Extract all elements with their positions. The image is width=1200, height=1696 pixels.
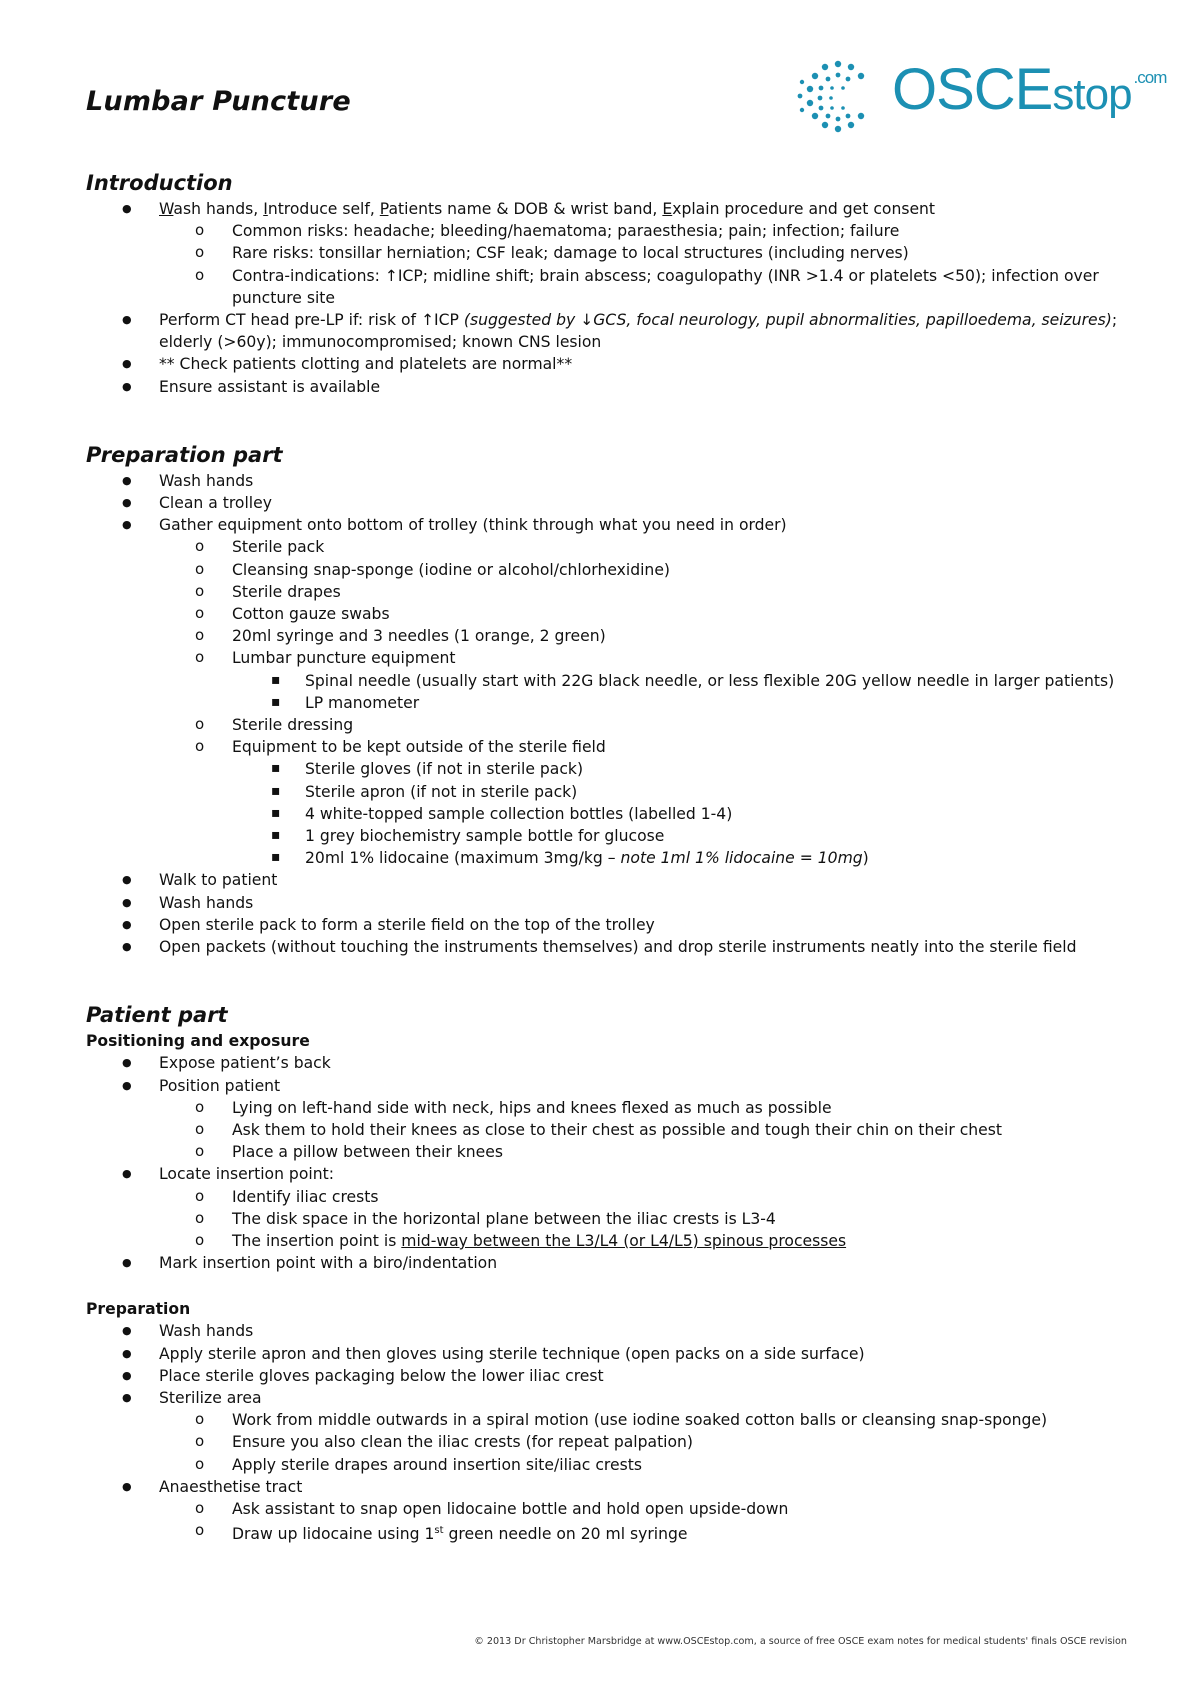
list-item: ● Mark insertion point with a biro/indentation bbox=[86, 1252, 1126, 1274]
logo-wordmark: OSCEstop $^{.com}$ bbox=[892, 57, 1167, 122]
list-item: o Ask assistant to snap open lidocaine bottle and hold open upside-down bbox=[86, 1498, 1126, 1520]
list-item: o The disk space in the horizontal plane between the iliac crests is L3-4 bbox=[86, 1208, 1126, 1230]
list-item: ● Ensure assistant is available bbox=[86, 376, 1126, 398]
list-item: o Sterile drapes bbox=[86, 581, 1126, 603]
list-item: ● Position patient o Lying on left-hand side with neck, hips and knees flexed as much as possible o Ask them to hold their knees as close to their chest as possible and tough their chin on their chest o Place a pillow between their knees bbox=[86, 1075, 1126, 1164]
list-item: ▪ 4 white-topped sample collection bottles (labelled 1-4) bbox=[86, 803, 1126, 825]
list-item: ● Sterilize area o Work from middle outwards in a spiral motion (use iodine soaked cotton balls or cleansing snap-sponge) o Ensure you also clean the iliac crests (for repeat palpation) o Apply sterile drapes around insertion site/iliac crests bbox=[86, 1387, 1126, 1476]
list-item: o Place a pillow between their knees bbox=[86, 1141, 1126, 1163]
list-item: ▪ 20ml 1% lidocaine (maximum 3mg/kg – note 1ml 1% lidocaine = 10mg) bbox=[86, 847, 1126, 869]
list-item: ● Clean a trolley bbox=[86, 492, 1126, 514]
list-item: ● Wash hands, Introduce self, Patients name & DOB & wrist band, Explain procedure and get consent o Common risks: headache; bleeding/haematoma; paraesthesia; pain; infection; failure o Rare risks: tonsillar herniation; CSF leak; damage to local structures (including nerves) o Contra-indications: ↑ICP; midline shift; brain abscess; coagulopathy (INR >1.4 or platelets <50); infection over puncture site bbox=[86, 198, 1126, 309]
list-item: o Common risks: headache; bleeding/haematoma; paraesthesia; pain; infection; failure bbox=[86, 220, 1126, 242]
list-item: o Rare risks: tonsillar herniation; CSF leak; damage to local structures (including nerves) bbox=[86, 242, 1126, 264]
list-item: ▪ Spinal needle (usually start with 22G black needle, or less flexible 20G yellow needle in larger patients) bbox=[86, 670, 1126, 692]
list-item: ▪ 1 grey biochemistry sample bottle for glucose bbox=[86, 825, 1126, 847]
list-item: ● Walk to patient bbox=[86, 869, 1126, 891]
list-item: o 20ml syringe and 3 needles (1 orange, 2 green) bbox=[86, 625, 1126, 647]
list-item: ● Place sterile gloves packaging below the lower iliac crest bbox=[86, 1365, 1126, 1387]
list-item: ● ** Check patients clotting and platelets are normal** bbox=[86, 353, 1126, 375]
list-item: o Cotton gauze swabs bbox=[86, 603, 1126, 625]
list-item: o Sterile dressing bbox=[86, 714, 1126, 736]
list-item: o Identify iliac crests bbox=[86, 1186, 1126, 1208]
list-item: ● Apply sterile apron and then gloves using sterile technique (open packs on a side surface) bbox=[86, 1343, 1126, 1365]
section-heading-patient-part: Patient part bbox=[86, 1003, 228, 1028]
page-title: Lumbar Puncture bbox=[86, 86, 351, 117]
osce-stop-logo bbox=[788, 57, 1167, 138]
list-item: ● Gather equipment onto bottom of trolley (think through what you need in order) o Sterile pack o Cleansing snap-sponge (iodine or alcohol/chlorhexidine) o Sterile drapes o Cotton gauze swabs o 20ml syringe and 3 needles (1 orange, 2 green) o Lumbar puncture equipment ▪ Spinal needle (usually start with 22G black needle, or less flexible 20G yellow needle in larger patients) ▪ LP manometer o Sterile dressing o Equipment to be kept outside of the sterile field ▪ Sterile gloves (if not in sterile pack) ▪ Sterile apron (if not in sterile pack) ▪ 4 white-topped sample collection bottles (labelled 1-4) ▪ 1 grey biochemistry sample bottle for glucose ▪ 20ml 1% lidocaine (maximum 3mg/kg – note 1ml 1% lidocaine = 10mg) bbox=[86, 514, 1126, 869]
list-item: o Cleansing snap-sponge (iodine or alcohol/chlorhexidine) bbox=[86, 559, 1126, 581]
dot-circle-icon bbox=[788, 58, 888, 138]
section-heading-introduction: Introduction bbox=[86, 171, 233, 195]
list-item: o Draw up lidocaine using 1st green needle on 20 ml syringe bbox=[86, 1520, 1126, 1545]
list-item: ● Open packets (without touching the instruments themselves) and drop sterile instruments neatly into the sterile field bbox=[86, 936, 1126, 958]
subheading-preparation: Preparation bbox=[86, 1300, 191, 1319]
list-item: o Apply sterile drapes around insertion site/iliac crests bbox=[86, 1454, 1126, 1476]
list-item: o Contra-indications: ↑ICP; midline shift; brain abscess; coagulopathy (INR >1.4 or platelets <50); infection over puncture site bbox=[86, 265, 1126, 309]
list-item: o Ensure you also clean the iliac crests (for repeat palpation) bbox=[86, 1431, 1126, 1453]
list-item: ● Expose patient’s back bbox=[86, 1052, 1126, 1074]
list-item: ▪ Sterile apron (if not in sterile pack) bbox=[86, 781, 1126, 803]
list-item: ● Wash hands bbox=[86, 892, 1126, 914]
list-item: ▪ LP manometer bbox=[86, 692, 1126, 714]
list-item: o Equipment to be kept outside of the sterile field ▪ Sterile gloves (if not in sterile pack) ▪ Sterile apron (if not in sterile pack) ▪ 4 white-topped sample collection bottles (labelled 1-4) ▪ 1 grey biochemistry sample bottle for glucose ▪ 20ml 1% lidocaine (maximum 3mg/kg – note 1ml 1% lidocaine = 10mg) bbox=[86, 736, 1126, 869]
list-item: ● Open sterile pack to form a sterile field on the top of the trolley bbox=[86, 914, 1126, 936]
list-item: ● Wash hands bbox=[86, 470, 1126, 492]
list-item: o The insertion point is mid-way between the L3/L4 (or L4/L5) spinous processes bbox=[86, 1230, 1126, 1252]
list-item: o Work from middle outwards in a spiral motion (use iodine soaked cotton balls or cleansing snap-sponge) bbox=[86, 1409, 1126, 1431]
list-item: ● Perform CT head pre-LP if: risk of ↑ICP (suggested by ↓GCS, focal neurology, pupil abnormalities, papilloedema, seizures); elderly (>60y); immunocompromised; known CNS lesion bbox=[86, 309, 1126, 353]
introduction-list bbox=[86, 198, 1126, 398]
list-item: o Ask them to hold their knees as close to their chest as possible and tough their chin on their chest bbox=[86, 1119, 1126, 1141]
preparation-list bbox=[86, 470, 1126, 958]
patient-preparation-list bbox=[86, 1320, 1126, 1545]
list-item: o Lying on left-hand side with neck, hips and knees flexed as much as possible bbox=[86, 1097, 1126, 1119]
list-item: ● Locate insertion point: o Identify iliac crests o The disk space in the horizontal plane between the iliac crests is L3-4 o The insertion point is mid-way between the L3/L4 (or L4/L5) spinous processes bbox=[86, 1163, 1126, 1252]
list-item: ▪ Sterile gloves (if not in sterile pack) bbox=[86, 758, 1126, 780]
section-heading-preparation-part: Preparation part bbox=[86, 442, 283, 467]
list-item: ● Wash hands bbox=[86, 1320, 1126, 1342]
subheading-positioning: Positioning and exposure bbox=[86, 1032, 310, 1051]
list-item: o Lumbar puncture equipment ▪ Spinal needle (usually start with 22G black needle, or less flexible 20G yellow needle in larger patients) ▪ LP manometer bbox=[86, 647, 1126, 714]
positioning-list bbox=[86, 1052, 1126, 1274]
list-item: ● Anaesthetise tract o Ask assistant to snap open lidocaine bottle and hold open upside-down o Draw up lidocaine using 1st green needle on 20 ml syringe bbox=[86, 1476, 1126, 1546]
footer-copyright: © 2013 Dr Christopher Marsbridge at www.OSCEstop.com, a source of free OSCE exam notes for medical students' finals OSCE revision bbox=[474, 1636, 1127, 1647]
list-item: o Sterile pack bbox=[86, 536, 1126, 558]
document-body bbox=[86, 168, 1126, 1546]
